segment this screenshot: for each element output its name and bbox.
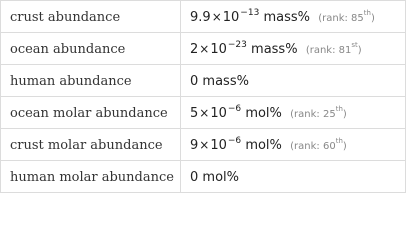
value-mantissa: 9	[190, 137, 199, 153]
rank-number: 60	[322, 140, 336, 152]
value-base: 10	[222, 9, 240, 25]
value-mantissa: 9.9	[190, 9, 211, 25]
row-label-cell	[1, 33, 181, 65]
row-label-cell	[1, 129, 181, 161]
row-value-cell	[181, 33, 406, 65]
row-label-cell	[1, 97, 181, 129]
rank-prefix: (rank:	[290, 140, 323, 152]
rank-ordinal-suffix: th	[335, 137, 343, 146]
times-sign: ×	[199, 105, 210, 120]
value-number: 0	[190, 73, 199, 89]
row-label: human molar abundance	[10, 169, 174, 185]
times-sign: ×	[199, 137, 210, 152]
row-value-cell	[181, 1, 406, 33]
rank-prefix: (rank:	[305, 44, 339, 56]
rank-ordinal-suffix: st	[351, 41, 358, 50]
value-exponent: −23	[227, 39, 247, 50]
table-row	[1, 1, 406, 33]
rank-note	[305, 41, 362, 56]
value-number: 0	[190, 169, 199, 185]
row-label: ocean molar abundance	[10, 105, 168, 121]
rank-prefix: (rank:	[318, 12, 352, 24]
row-value-cell	[181, 97, 406, 129]
value-unit: mass%	[263, 9, 310, 25]
value-base: 10	[210, 41, 227, 57]
row-value-cell	[181, 65, 406, 97]
times-sign: ×	[199, 41, 210, 56]
value-exponent: −6	[227, 135, 242, 146]
rank-ordinal-suffix: th	[363, 9, 371, 18]
value-mantissa: 5	[190, 105, 199, 121]
rank-number: 85	[351, 12, 364, 24]
rank-number: 81	[338, 44, 352, 56]
rank-number: 25	[322, 108, 336, 120]
row-value-cell	[181, 129, 406, 161]
rank-prefix: (rank:	[290, 108, 323, 120]
rank-note	[290, 105, 347, 120]
rank-note	[318, 9, 375, 24]
rank-close: )	[370, 12, 375, 24]
row-value-cell	[181, 161, 406, 193]
table-row	[1, 33, 406, 65]
rank-note	[290, 137, 347, 152]
row-label-cell	[1, 161, 181, 193]
value-unit: mol%	[202, 169, 240, 185]
rank-close: )	[357, 44, 362, 56]
row-label: ocean abundance	[10, 41, 126, 57]
table-row	[1, 65, 406, 97]
row-label-cell	[1, 65, 181, 97]
value-unit: mass%	[251, 41, 298, 57]
value-exponent: −6	[227, 103, 242, 114]
value-unit: mass%	[202, 73, 249, 89]
table-row	[1, 97, 406, 129]
value-mantissa: 2	[190, 41, 199, 57]
row-value	[190, 74, 249, 89]
row-label: crust molar abundance	[10, 137, 163, 153]
value-base: 10	[210, 137, 227, 153]
row-label: human abundance	[10, 73, 132, 89]
rank-ordinal-suffix: th	[335, 105, 343, 114]
row-value	[190, 7, 310, 25]
row-value	[190, 170, 239, 185]
table-row	[1, 161, 406, 193]
rank-close: )	[342, 108, 347, 120]
times-sign: ×	[211, 9, 222, 24]
row-label-cell	[1, 1, 181, 33]
value-exponent: −13	[240, 7, 260, 18]
row-value	[190, 103, 282, 121]
value-unit: mol%	[245, 105, 282, 121]
row-label: crust abundance	[10, 9, 121, 25]
row-value	[190, 135, 282, 153]
value-unit: mol%	[245, 137, 282, 153]
rank-close: )	[342, 140, 347, 152]
row-value	[190, 39, 298, 57]
table-row	[1, 129, 406, 161]
value-base: 10	[210, 105, 227, 121]
